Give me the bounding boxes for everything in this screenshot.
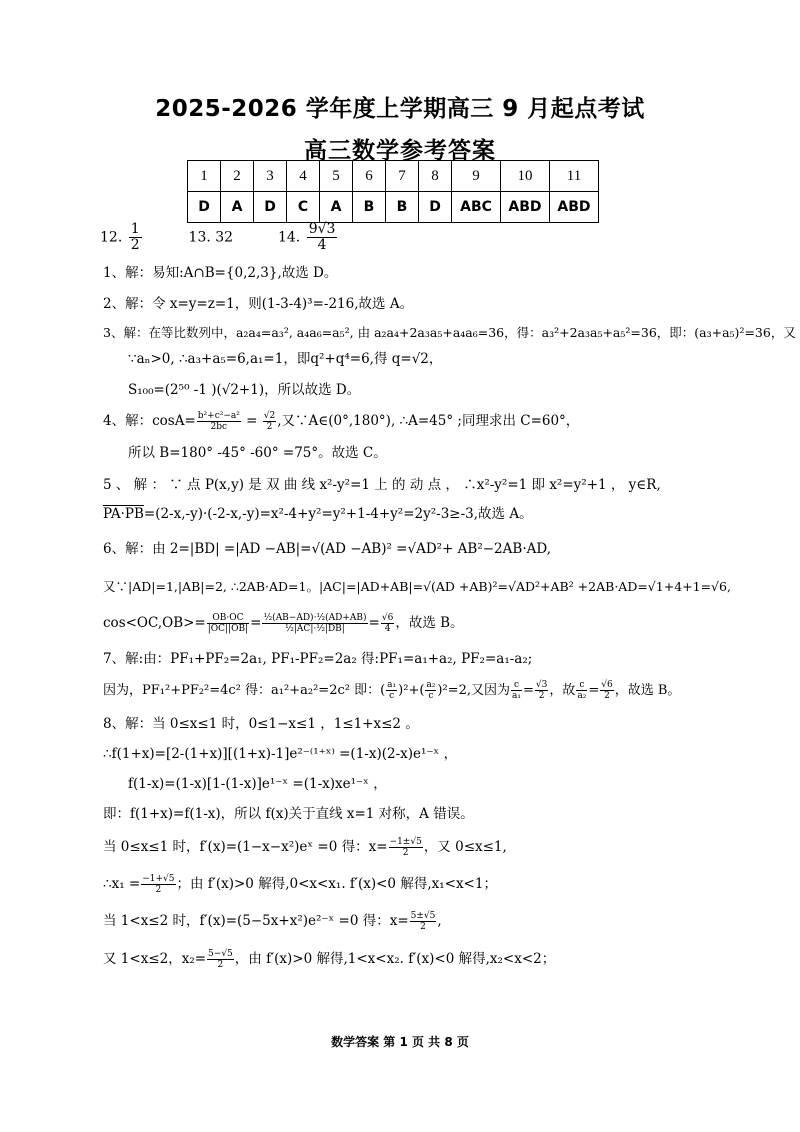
s7-f2-denominator: c bbox=[428, 691, 434, 701]
question-number: 4 bbox=[287, 161, 320, 192]
solution-5-line-1: 5 、 解 ： ∵ 点 P(x,y) 是 双 曲 线 x²-y²=1 上 的 动 点 ， ∴x²-y²=1 即 x²=y²+1 ， y∈R, bbox=[103, 477, 661, 493]
q14-denominator: 4 bbox=[317, 237, 327, 253]
solution-7-line-1: 7、解:由：PF₁+PF₂=2a₁, PF₁-PF₂=2a₂ 得:PF₁=a₁+a₂, PF₂=a₁-a₂; bbox=[103, 651, 533, 667]
solution-8-line-4: 即：f(1+x)=f(1-x)，所以 f(x)关于直线 x=1 对称，A 错误。 bbox=[103, 806, 474, 822]
question-number-row bbox=[188, 161, 599, 192]
s8e-suffix: ，又 0≤x≤1, bbox=[423, 839, 507, 855]
s8e-fraction bbox=[389, 837, 423, 858]
solution-6-line-1: 6、解：由 2=|BD| =|AD −AB|=√(AD −AB)² =√AD²+ AB²−2AB·AD, bbox=[103, 541, 551, 557]
s7-fraction-a2-c bbox=[425, 680, 436, 701]
s7-f3-denominator: a₁ bbox=[511, 691, 521, 701]
s6-f2-numerator: ½(AB−AD)·½(AD+AB) bbox=[263, 613, 367, 623]
page-footer: 数学答案 第 1 页 共 8 页 bbox=[331, 1035, 469, 1049]
question-number: 11 bbox=[550, 161, 599, 192]
answer-row bbox=[188, 192, 599, 223]
solution-8-line-3: f(1-x)=(1-x)[1-(1-x)]e¹⁻ˣ =(1-x)xe¹⁻ˣ ， bbox=[128, 776, 387, 792]
s8f-numerator: −1+√5 bbox=[142, 874, 175, 884]
s7-f1-numerator: a₁ bbox=[387, 680, 397, 690]
answer-cell: A bbox=[221, 192, 254, 223]
s7-mid-3: ，故 bbox=[549, 683, 576, 698]
solution-5-line-2 bbox=[103, 505, 743, 523]
answer-subtitle: 高三数学参考答案 bbox=[304, 138, 496, 164]
solution-2: 2、解：令 x=y=z=1，则(1-3-4)³=-216,故选 A。 bbox=[103, 296, 414, 312]
s6-prefix: cos<OC,OB>= bbox=[103, 615, 206, 631]
q13-answer: 13. 32 bbox=[188, 229, 234, 246]
q14-numerator: 9√3 bbox=[308, 221, 336, 237]
s6-fraction-3 bbox=[381, 613, 394, 634]
s8f-denominator: 2 bbox=[155, 885, 162, 895]
s7-f2-numerator: a₂ bbox=[426, 680, 436, 690]
q14-fraction bbox=[307, 222, 338, 253]
s8f-fraction bbox=[141, 874, 175, 895]
solution-4-line-2: 所以 B=180° -45° -60° =75°。故选 C。 bbox=[128, 445, 387, 461]
s4-cos-denominator: 2bc bbox=[210, 422, 228, 432]
s6-f3-denominator: 4 bbox=[384, 624, 391, 634]
s7-fraction-sqrt6 bbox=[600, 680, 613, 701]
question-number: 5 bbox=[320, 161, 353, 192]
s8e-numerator: −1±√5 bbox=[389, 837, 422, 847]
q12-numerator: 1 bbox=[130, 221, 140, 237]
question-number: 10 bbox=[501, 161, 550, 192]
s6-f1-numerator: OB·OC bbox=[207, 613, 249, 624]
s7-fraction-a1-c bbox=[386, 680, 397, 701]
s8h-denominator: 2 bbox=[217, 960, 224, 970]
solution-4-line-1 bbox=[103, 410, 743, 432]
answer-cell: D bbox=[188, 192, 221, 223]
solution-8-line-5 bbox=[103, 836, 743, 858]
solution-8-line-6 bbox=[103, 873, 743, 895]
s6-fraction-1 bbox=[207, 613, 249, 634]
question-number: 8 bbox=[419, 161, 452, 192]
s7-mid-2: )²=2,又因为 bbox=[437, 683, 510, 698]
s6-fraction-2 bbox=[262, 613, 367, 634]
answer-cell: C bbox=[287, 192, 320, 223]
s7-f4-numerator: √3 bbox=[535, 680, 548, 690]
s7-eq-5: = bbox=[588, 683, 600, 698]
s7-f3-numerator: c bbox=[511, 680, 522, 691]
s5-vector-product: PA·PB bbox=[103, 506, 144, 522]
answer-cell: ABC bbox=[452, 192, 501, 223]
s8g-denominator: 2 bbox=[420, 922, 426, 932]
s8h-prefix: 又 1<x≤2，x₂= bbox=[103, 951, 207, 967]
s7-mid-1: )²+( bbox=[398, 683, 425, 698]
solution-7-line-2 bbox=[103, 680, 743, 702]
q12-label: 12. bbox=[100, 229, 123, 246]
answer-cell: D bbox=[419, 192, 452, 223]
s6-eq-1: = bbox=[250, 615, 262, 631]
solution-6-line-2: 又∵|AD|=1,|AB|=2, ∴2AB·AD=1。|AC|=|AD+AB|=√(AD +AB)²=√AD²+AB² +2AB·AD=√1+4+1=√6, bbox=[103, 579, 731, 594]
s4-prefix: 4、解：cosA= bbox=[103, 413, 196, 429]
s4-value-numerator: √2 bbox=[263, 411, 276, 421]
s6-eq-2: = bbox=[368, 615, 380, 631]
s8f-suffix: ；由 f′(x)>0 解得,0<x<x₁. f′(x)<0 解得,x₁<x<1； bbox=[176, 876, 497, 892]
s7-f1-denominator: c bbox=[389, 691, 395, 701]
s8h-fraction bbox=[207, 949, 234, 970]
s4-cos-numerator: b²+c²−a² bbox=[197, 411, 240, 421]
s6-f1-denominator: |OC||OB| bbox=[207, 624, 249, 634]
answer-table bbox=[187, 160, 599, 223]
s6-f2-denominator: ½|AC|·½|DB| bbox=[285, 624, 345, 634]
question-number: 7 bbox=[386, 161, 419, 192]
s7-fraction-sqrt3 bbox=[535, 680, 548, 701]
s8g-fraction bbox=[410, 911, 437, 932]
q12-denominator: 2 bbox=[130, 237, 140, 253]
solution-3-line-3: S₁₀₀=(2⁵⁰ -1 )(√2+1)，所以故选 D。 bbox=[128, 382, 361, 398]
exam-title: 2025-2026 学年度上学期高三 9 月起点考试 bbox=[155, 96, 645, 122]
answer-cell: D bbox=[254, 192, 287, 223]
answer-cell: ABD bbox=[550, 192, 599, 223]
s8e-prefix: 当 0≤x≤1 时，f′(x)=(1−x−x²)eˣ =0 得：x= bbox=[103, 839, 388, 855]
s7-prefix: 因为，PF₁²+PF₂²=4c² 得：a₁²+a₂²=2c² 即：( bbox=[103, 683, 386, 698]
s5-expression: =(2-x,-y)·(-2-x,-y)=x²-4+y²=y²+1-4+y²=2y²-3≥-3,故选 A。 bbox=[143, 506, 533, 522]
s7-f4-denominator: 2 bbox=[538, 691, 545, 701]
s6-f3-numerator: √6 bbox=[381, 613, 394, 623]
solution-3-line-1: 3、解：在等比数列中，a₂a₄=a₃², a₄a₆=a₅², 由 a₂a₄+2a₃a₅+a₄a₆=36，得：a₃²+2a₃a₅+a₅²=36，即：(a₃+a₅)²=36，又 bbox=[103, 325, 796, 340]
s4-suffix: ,又∵A∈(0°,180°), ∴A=45° ;同理求出 C=60°， bbox=[277, 413, 580, 429]
s7-fraction-c-a1 bbox=[511, 680, 522, 701]
s8g-numerator: 5±√5 bbox=[410, 911, 436, 921]
fill-blank-answers bbox=[100, 222, 720, 258]
solution-8-line-1: 8、解：当 0≤x≤1 时，0≤1−x≤1 ，1≤1+x≤2 。 bbox=[103, 716, 419, 732]
question-number: 3 bbox=[254, 161, 287, 192]
s7-f6-denominator: 2 bbox=[604, 691, 610, 701]
s6-suffix: ，故选 B。 bbox=[395, 615, 464, 631]
answer-cell: A bbox=[320, 192, 353, 223]
s4-cos-fraction bbox=[197, 411, 241, 432]
s8g-suffix: , bbox=[437, 913, 442, 929]
s8h-numerator: 5−√5 bbox=[208, 949, 233, 959]
s7-f5-denominator: a₂ bbox=[577, 691, 587, 701]
s7-f6-numerator: √6 bbox=[601, 680, 613, 690]
q12-fraction bbox=[129, 222, 142, 253]
s7-suffix: ，故选 B。 bbox=[614, 683, 681, 698]
s4-eq: = bbox=[241, 413, 262, 429]
s8h-suffix: ，由 f′(x)>0 解得,1<x<x₂. f′(x)<0 解得,x₂<x<2； bbox=[234, 951, 556, 967]
s7-f5-numerator: c bbox=[576, 680, 587, 691]
s7-eq-3: = bbox=[522, 683, 534, 698]
answer-cell: ABD bbox=[501, 192, 550, 223]
solution-8-line-8 bbox=[103, 948, 743, 970]
q14-label: 14. bbox=[277, 229, 301, 246]
question-number: 6 bbox=[353, 161, 386, 192]
s7-fraction-c-a2 bbox=[576, 680, 587, 701]
solution-3-line-2: ∵aₙ>0, ∴a₃+a₅=6,a₁=1，即q²+q⁴=6,得 q=√2， bbox=[128, 351, 443, 367]
s8g-prefix: 当 1<x≤2 时，f′(x)=(5−5x+x²)e²⁻ˣ =0 得：x= bbox=[103, 913, 409, 929]
solution-8-line-7 bbox=[103, 910, 743, 932]
s4-value-denominator: 2 bbox=[266, 422, 273, 432]
solution-6-line-3 bbox=[103, 612, 743, 634]
question-number: 1 bbox=[188, 161, 221, 192]
solution-1: 1、解：易知:A∩B={0,2,3},故选 D。 bbox=[103, 265, 338, 281]
solution-8-line-2: ∴f(1+x)=[2-(1+x)][(1+x)-1]e²⁻⁽¹⁺ˣ⁾ =(1-x)(2-x)e¹⁻ˣ ， bbox=[103, 746, 458, 762]
question-number: 2 bbox=[221, 161, 254, 192]
question-number: 9 bbox=[452, 161, 501, 192]
s4-value-fraction bbox=[263, 411, 276, 432]
s8f-prefix: ∴x₁ = bbox=[103, 876, 141, 892]
s8e-denominator: 2 bbox=[402, 848, 409, 858]
answer-cell: B bbox=[386, 192, 419, 223]
answer-cell: B bbox=[353, 192, 386, 223]
